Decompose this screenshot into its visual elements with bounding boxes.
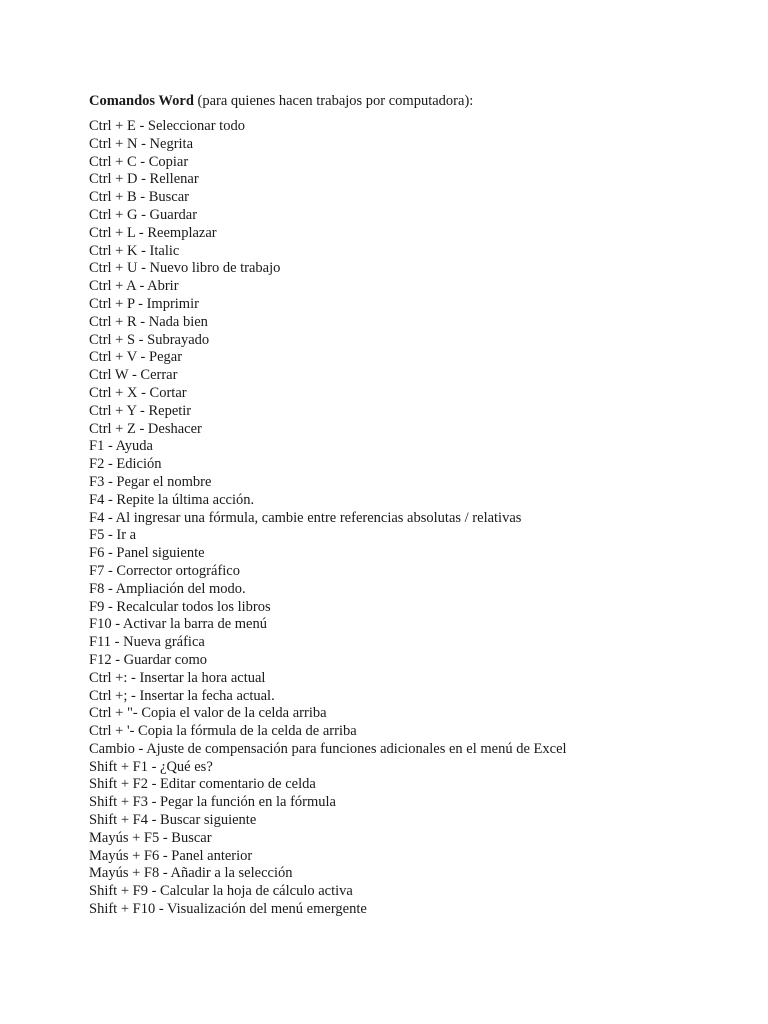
shortcut-item: Ctrl + E - Seleccionar todo bbox=[89, 118, 245, 134]
shortcut-item: Ctrl + "- Copia el valor de la celda arriba bbox=[89, 705, 327, 722]
shortcut-item: Mayús + F8 - Añadir a la selección bbox=[89, 865, 293, 882]
shortcut-item: Ctrl + V - Pegar bbox=[89, 349, 183, 366]
shortcut-item: Ctrl + Z - Deshacer bbox=[89, 420, 202, 437]
shortcut-item: Shift + F4 - Buscar siguiente bbox=[89, 812, 257, 829]
shortcut-item: F8 - Ampliación del modo. bbox=[89, 580, 246, 597]
shortcut-item: Ctrl + P - Imprimir bbox=[89, 295, 199, 312]
shortcut-list bbox=[89, 118, 749, 919]
shortcut-item: Shift + F2 - Editar comentario de celda bbox=[89, 776, 316, 793]
shortcut-item: Ctrl + A - Abrir bbox=[89, 278, 179, 295]
shortcut-item: Ctrl + L - Reemplazar bbox=[89, 224, 217, 241]
shortcut-item: Ctrl + C - Copiar bbox=[89, 153, 189, 170]
shortcut-item: Ctrl W - Cerrar bbox=[89, 367, 178, 384]
heading-bold: Comandos Word bbox=[89, 93, 194, 109]
shortcut-item: Mayús + F6 - Panel anterior bbox=[89, 847, 253, 864]
shortcut-item: F5 - Ir a bbox=[89, 527, 137, 544]
shortcut-item: Ctrl + B - Buscar bbox=[89, 189, 189, 206]
shortcut-item: F11 - Nueva gráfica bbox=[89, 634, 205, 651]
shortcut-item: F7 - Corrector ortográfico bbox=[89, 562, 240, 579]
shortcut-item: Ctrl + K - Italic bbox=[89, 242, 180, 259]
shortcut-item: Shift + F10 - Visualización del menú emergente bbox=[89, 901, 367, 918]
shortcut-item: Ctrl + S - Subrayado bbox=[89, 331, 210, 348]
shortcut-item: Ctrl + D - Rellenar bbox=[89, 171, 199, 188]
shortcut-item: Ctrl +: - Insertar la hora actual bbox=[89, 669, 266, 686]
shortcut-item: Ctrl + N - Negrita bbox=[89, 135, 194, 152]
shortcut-item: Ctrl +; - Insertar la fecha actual. bbox=[89, 687, 275, 704]
shortcut-item: Ctrl + '- Copia la fórmula de la celda de arriba bbox=[89, 723, 357, 740]
shortcut-item: F4 - Al ingresar una fórmula, cambie entre referencias absolutas / relativas bbox=[89, 509, 522, 526]
shortcut-item: Ctrl + X - Cortar bbox=[89, 384, 187, 401]
shortcut-item: F10 - Activar la barra de menú bbox=[89, 616, 267, 633]
shortcut-item: F4 - Repite la última acción. bbox=[89, 491, 255, 508]
shortcut-item: F3 - Pegar el nombre bbox=[89, 473, 212, 490]
shortcut-item: Mayús + F5 - Buscar bbox=[89, 829, 212, 846]
shortcut-item: Ctrl + U - Nuevo libro de trabajo bbox=[89, 260, 281, 277]
shortcut-item: Shift + F1 - ¿Qué es? bbox=[89, 758, 213, 775]
document-page bbox=[89, 91, 749, 919]
shortcut-item: F12 - Guardar como bbox=[89, 651, 207, 668]
shortcut-item: Cambio - Ajuste de compensación para funciones adicionales en el menú de Excel bbox=[89, 740, 567, 757]
shortcut-item: Ctrl + R - Nada bien bbox=[89, 313, 208, 330]
shortcut-item: F2 - Edición bbox=[89, 456, 162, 473]
shortcut-item: Ctrl + Y - Repetir bbox=[89, 402, 192, 419]
shortcut-item: Ctrl + G - Guardar bbox=[89, 206, 198, 223]
shortcut-item: Shift + F9 - Calcular la hoja de cálculo activa bbox=[89, 883, 353, 900]
shortcut-item: F6 - Panel siguiente bbox=[89, 545, 205, 562]
shortcut-item: Shift + F3 - Pegar la función en la fórmula bbox=[89, 794, 336, 811]
heading-subtitle: (para quienes hacen trabajos por computadora): bbox=[193, 93, 474, 109]
shortcut-item: F9 - Recalcular todos los libros bbox=[89, 598, 271, 615]
document-heading bbox=[89, 91, 749, 111]
shortcut-item: F1 - Ayuda bbox=[89, 438, 153, 455]
